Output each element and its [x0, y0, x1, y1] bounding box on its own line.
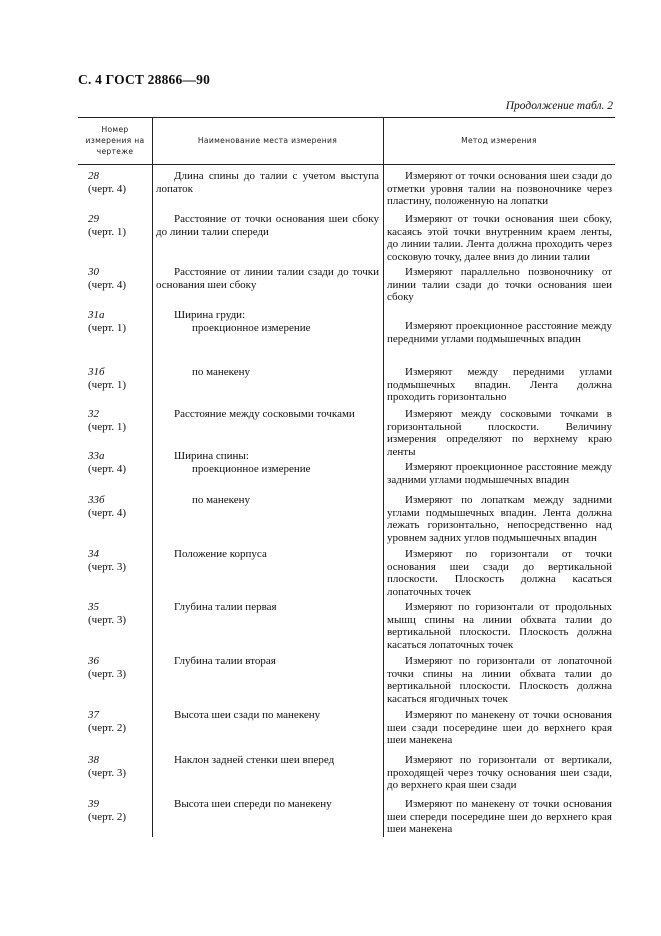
measurement-method: Измеряют между передними углами подмышечных впадин. Лента должна проходить горизонтально [387, 366, 612, 404]
measurement-number: 37 (черт. 2) [88, 709, 127, 734]
measurement-number: 31а (черт. 1) [88, 309, 127, 334]
measurement-method: Измеряют по горизонтали от вертикали, проходящей через точку основания шеи сзади, до верхнего края шеи сзади [387, 754, 612, 792]
measurement-number: 34 (черт. 3) [88, 548, 127, 573]
measurement-number: 28 (черт. 4) [88, 170, 127, 195]
measurement-name: Ширина груди: проекционное измерение [174, 309, 311, 334]
measurement-method: Измеряют по горизонтали от продольных мышц спины на линии обхвата талии до вертикальной плоскости. Плоскость должна касаться лопаточных точек [387, 601, 612, 651]
measurement-number: 35 (черт. 3) [88, 601, 127, 626]
measurement-name: Положение корпуса [174, 548, 267, 560]
measurement-method: Измеряют по лопаткам между задними углами подмышечных впадин. Лента должна лежать горизонтально, непосредственно над уровнем задних углов подмышечных впадин [387, 494, 612, 544]
measurement-name: Высота шеи спереди по манекену [174, 798, 332, 810]
measurement-method: Измеряют от точки основания шеи сзади до отметки уровня талии на позвоночнике через пластину, положенную на лопатки [387, 170, 612, 208]
measurement-name: Наклон задней стенки шеи вперед [174, 754, 335, 766]
measurement-method: Измеряют по горизонтали от лопаточной точки спины на линии обхвата талии до вертикальной плоскости. Плоскость должна касаться ягодичных точек [387, 655, 612, 705]
measurement-name: Расстояние между сосковыми точками [174, 408, 355, 420]
measurement-name: Высота шеи сзади по манекену [174, 709, 321, 721]
measurement-method: Измеряют по манекену от точки основания шеи спереди посередине шеи до верхнего края шеи манекена [387, 798, 612, 836]
page-header: С. 4 ГОСТ 28866—90 [78, 72, 211, 87]
measurement-number: 33б (черт. 4) [88, 494, 127, 519]
measurement-number: 31б (черт. 1) [88, 366, 127, 391]
column-divider-1 [152, 117, 153, 837]
measurement-name: Глубина талии первая [174, 601, 277, 613]
table-header-rule [78, 164, 615, 165]
measurement-name: Длина спины до талии с учетом выступа лопаток [156, 170, 379, 195]
measurement-method: Измеряют по горизонтали от точки основания шеи сзади до вертикальной плоскости. Плоскость должна касаться лопаточных точек [387, 548, 612, 598]
measurement-method: Измеряют проекционное расстояние между задними углами подмышечных впадин [387, 461, 612, 486]
measurement-method: Измеряют параллельно позвоночнику от линии талии сзади до точки основания шеи сбоку [387, 266, 612, 304]
column-header-method: Метод измерения [461, 136, 537, 145]
measurement-number: 39 (черт. 2) [88, 798, 127, 823]
measurement-name: Расстояние от линии талии сзади до точки основания шеи сбоку [156, 266, 379, 291]
measurement-name: Ширина спины: проекционное измерение [174, 450, 311, 475]
measurement-method: Измеряют по манекену от точки основания шеи сзади посередине шеи до верхнего края шеи манекена [387, 709, 612, 747]
measurement-number: 36 (черт. 3) [88, 655, 127, 680]
measurement-number: 32 (черт. 1) [88, 408, 127, 433]
measurement-number: 38 (черт. 3) [88, 754, 127, 779]
measurement-method: Измеряют проекционное расстояние между передними углами подмышечных впадин [387, 320, 612, 345]
table-continuation-label: Продолжение табл. 2 [505, 100, 613, 112]
measurement-name: по манекену [192, 366, 251, 378]
column-header-number: Номер измерения на чертеже [85, 125, 145, 156]
measurement-number: 29 (черт. 1) [88, 213, 127, 238]
measurement-method: Измеряют от точки основания шеи сбоку, касаясь этой точки внутренним краем ленты, до линии талии. Лента должна проходить через сосковую точку, далее вниз до линии талии [387, 213, 612, 263]
measurement-method: Измеряют между сосковыми точками в горизонтальной плоскости. Величину измерения определяют по верхнему краю ленты [387, 408, 612, 458]
column-header-name: Наименование места измерения [197, 136, 338, 145]
column-divider-2 [383, 117, 384, 837]
measurement-number: 30 (черт. 4) [88, 266, 127, 291]
measurement-number: 33а (черт. 4) [88, 450, 127, 475]
measurement-name: Расстояние от точки основания шеи сбоку до линии талии спереди [156, 213, 379, 238]
measurement-name: Глубина талии вторая [174, 655, 276, 667]
measurement-name: по манекену [192, 494, 251, 506]
